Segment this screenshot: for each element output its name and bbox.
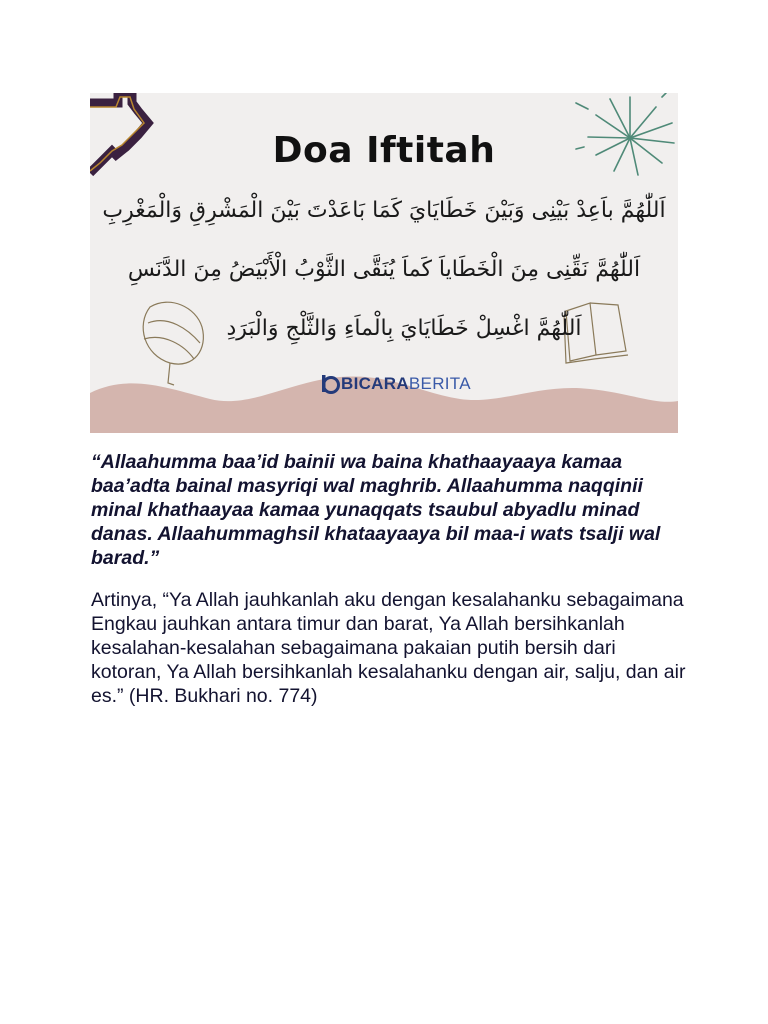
- brand-name-bold: BICARA: [341, 374, 409, 393]
- doa-banner-image: [90, 93, 678, 433]
- arabic-line-2: اَللّٰهُمَّ نَقِّنِى مِنَ الْخَطَاياَ كَماَ يُنَقَّى الثَّوْبُ الْأَبْيَضُ مِنَ الدَّنَسِ: [127, 257, 641, 282]
- brand-name-light: BERITA: [408, 374, 471, 393]
- translation-paragraph: Artinya, “Ya Allah jauhkanlah aku dengan kesalahanku sebagaimana Engkau jauhkan antara timur dan barat, Ya Allah bersihkanlah kesalahan-kesalahan sebagaimana pakaian putih bersih dari kotoran, Ya Allah bersihkanlah kesalahanku dengan air, salju, dan air es.” (HR. Bukhari no. 774): [91, 589, 686, 707]
- arabic-line-3: اَللّٰهُمَّ اغْسِلْ خَطَايَايَ بِالْماَءِ وَالثَّلْجِ وَالْبَرَدِ: [226, 316, 582, 341]
- transliteration-paragraph: “Allaahumma baa’id bainii wa baina khathaayaaya kamaa baa’adta bainal masyriqi wal maghrib. Allaahumma naqqinii minal khathaayaa kamaa yunaqqats tsaubul abyadlu minad danas. Allaahummaghsil khataayaaya bil maa-i wats tsalji wal barad.”: [91, 451, 661, 569]
- prayer-cap-icon: [143, 302, 203, 385]
- b-logo-icon: [320, 374, 340, 394]
- banner-title: Doa Iftitah: [272, 130, 496, 171]
- brand-logo: [320, 374, 471, 394]
- arabic-line-1: اَللّٰهُمَّ باَعِدْ بَيْنِى وَبَيْنَ خَطَايَايَ كَمَا بَاعَدْتَ بَيْنَ الْمَشْرِقِ وَالْمَغْرِبِ: [102, 198, 666, 223]
